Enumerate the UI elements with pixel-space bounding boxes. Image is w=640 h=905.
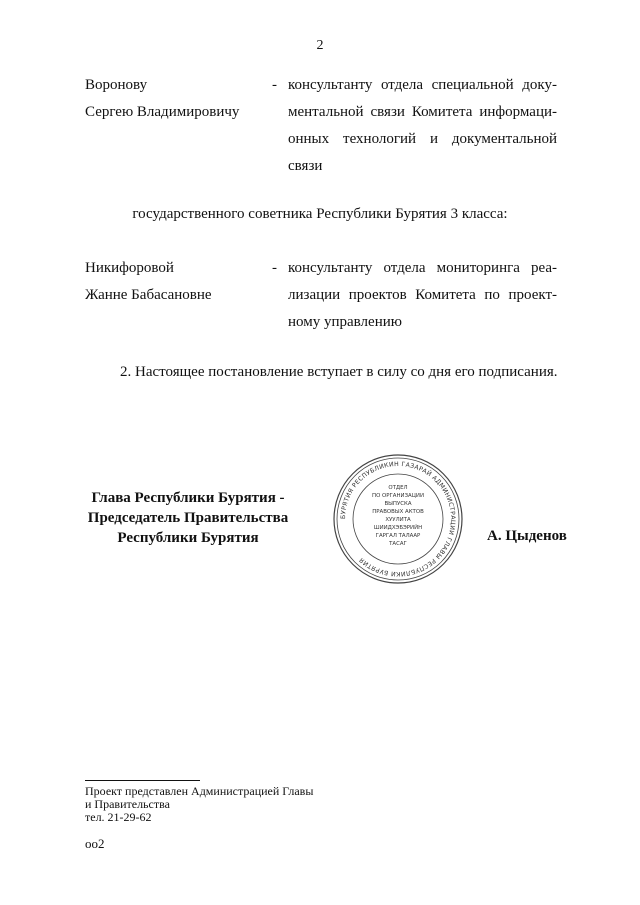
seal-center-line: ХУУЛИТА (385, 517, 411, 523)
position-line: консультанту отдела мониторинга реа- (288, 260, 557, 276)
title-line: Председатель Правительства (87, 510, 289, 526)
page-number: 2 (316, 38, 324, 53)
footer-phone: тел. 21-29-62 (85, 810, 152, 824)
footer-divider (85, 780, 200, 781)
position-line: онных технологий и документальной (288, 131, 557, 147)
document-code: oo2 (85, 836, 105, 851)
signatory-name: А. Цыденов (487, 528, 567, 544)
title-line: Глава Республики Бурятия - (91, 490, 285, 506)
position-line: ному управлению (288, 314, 402, 330)
footer-line: и Правительства (85, 797, 170, 811)
seal-center-line: ВЫПУСКА (384, 501, 412, 507)
dash-separator: - (272, 260, 277, 276)
footer-line: Проект представлен Администрацией Главы (85, 784, 314, 798)
seal-center-line: ТАСАГ (389, 541, 407, 547)
paragraph-effective-date: 2. Настоящее постановление вступает в силу со дня его подписания. (120, 364, 558, 380)
signatory-title (78, 488, 298, 548)
section-heading: государственного советника Республики Бурятия 3 класса: (132, 206, 508, 222)
official-seal (332, 453, 464, 585)
seal-center-line: ГАРГАЛ ТАЛААР (375, 533, 421, 539)
footer-note (85, 785, 313, 824)
name-line: Сергею Владимировичу (85, 104, 240, 120)
seal-ring-text: БУРЯТИЯ РЕСПУБЛИКИН ГАЗАРАЙ АДМИНИСТРАЦИИ ГЛАВЫ РЕСПУБЛИКИ БУРЯТИЯ (339, 460, 457, 578)
person-name (85, 255, 265, 309)
seal-center-line: ОТДЕЛ (388, 485, 408, 491)
seal-center-line: ШИИДХЭБЭРИЙН (373, 525, 423, 531)
position-line: связи (288, 158, 323, 174)
seal-center-line: ПРАВОВЫХ АКТОВ (372, 509, 424, 515)
position-line: ментальной связи Комитета информаци- (288, 104, 557, 120)
name-line: Жанне Бабасановне (85, 287, 212, 303)
dash-separator: - (272, 77, 277, 93)
position-text (288, 72, 557, 180)
name-line: Никифоровой (85, 260, 174, 276)
position-line: консультанту отдела специальной доку- (288, 77, 557, 93)
name-line: Воронову (85, 77, 148, 93)
position-text (288, 255, 557, 336)
title-line: Республики Бурятия (117, 530, 259, 546)
position-line: лизации проектов Комитета по проект- (288, 287, 557, 303)
person-name (85, 72, 265, 126)
seal-center-line: ПО ОРГАНИЗАЦИИ (372, 493, 424, 499)
